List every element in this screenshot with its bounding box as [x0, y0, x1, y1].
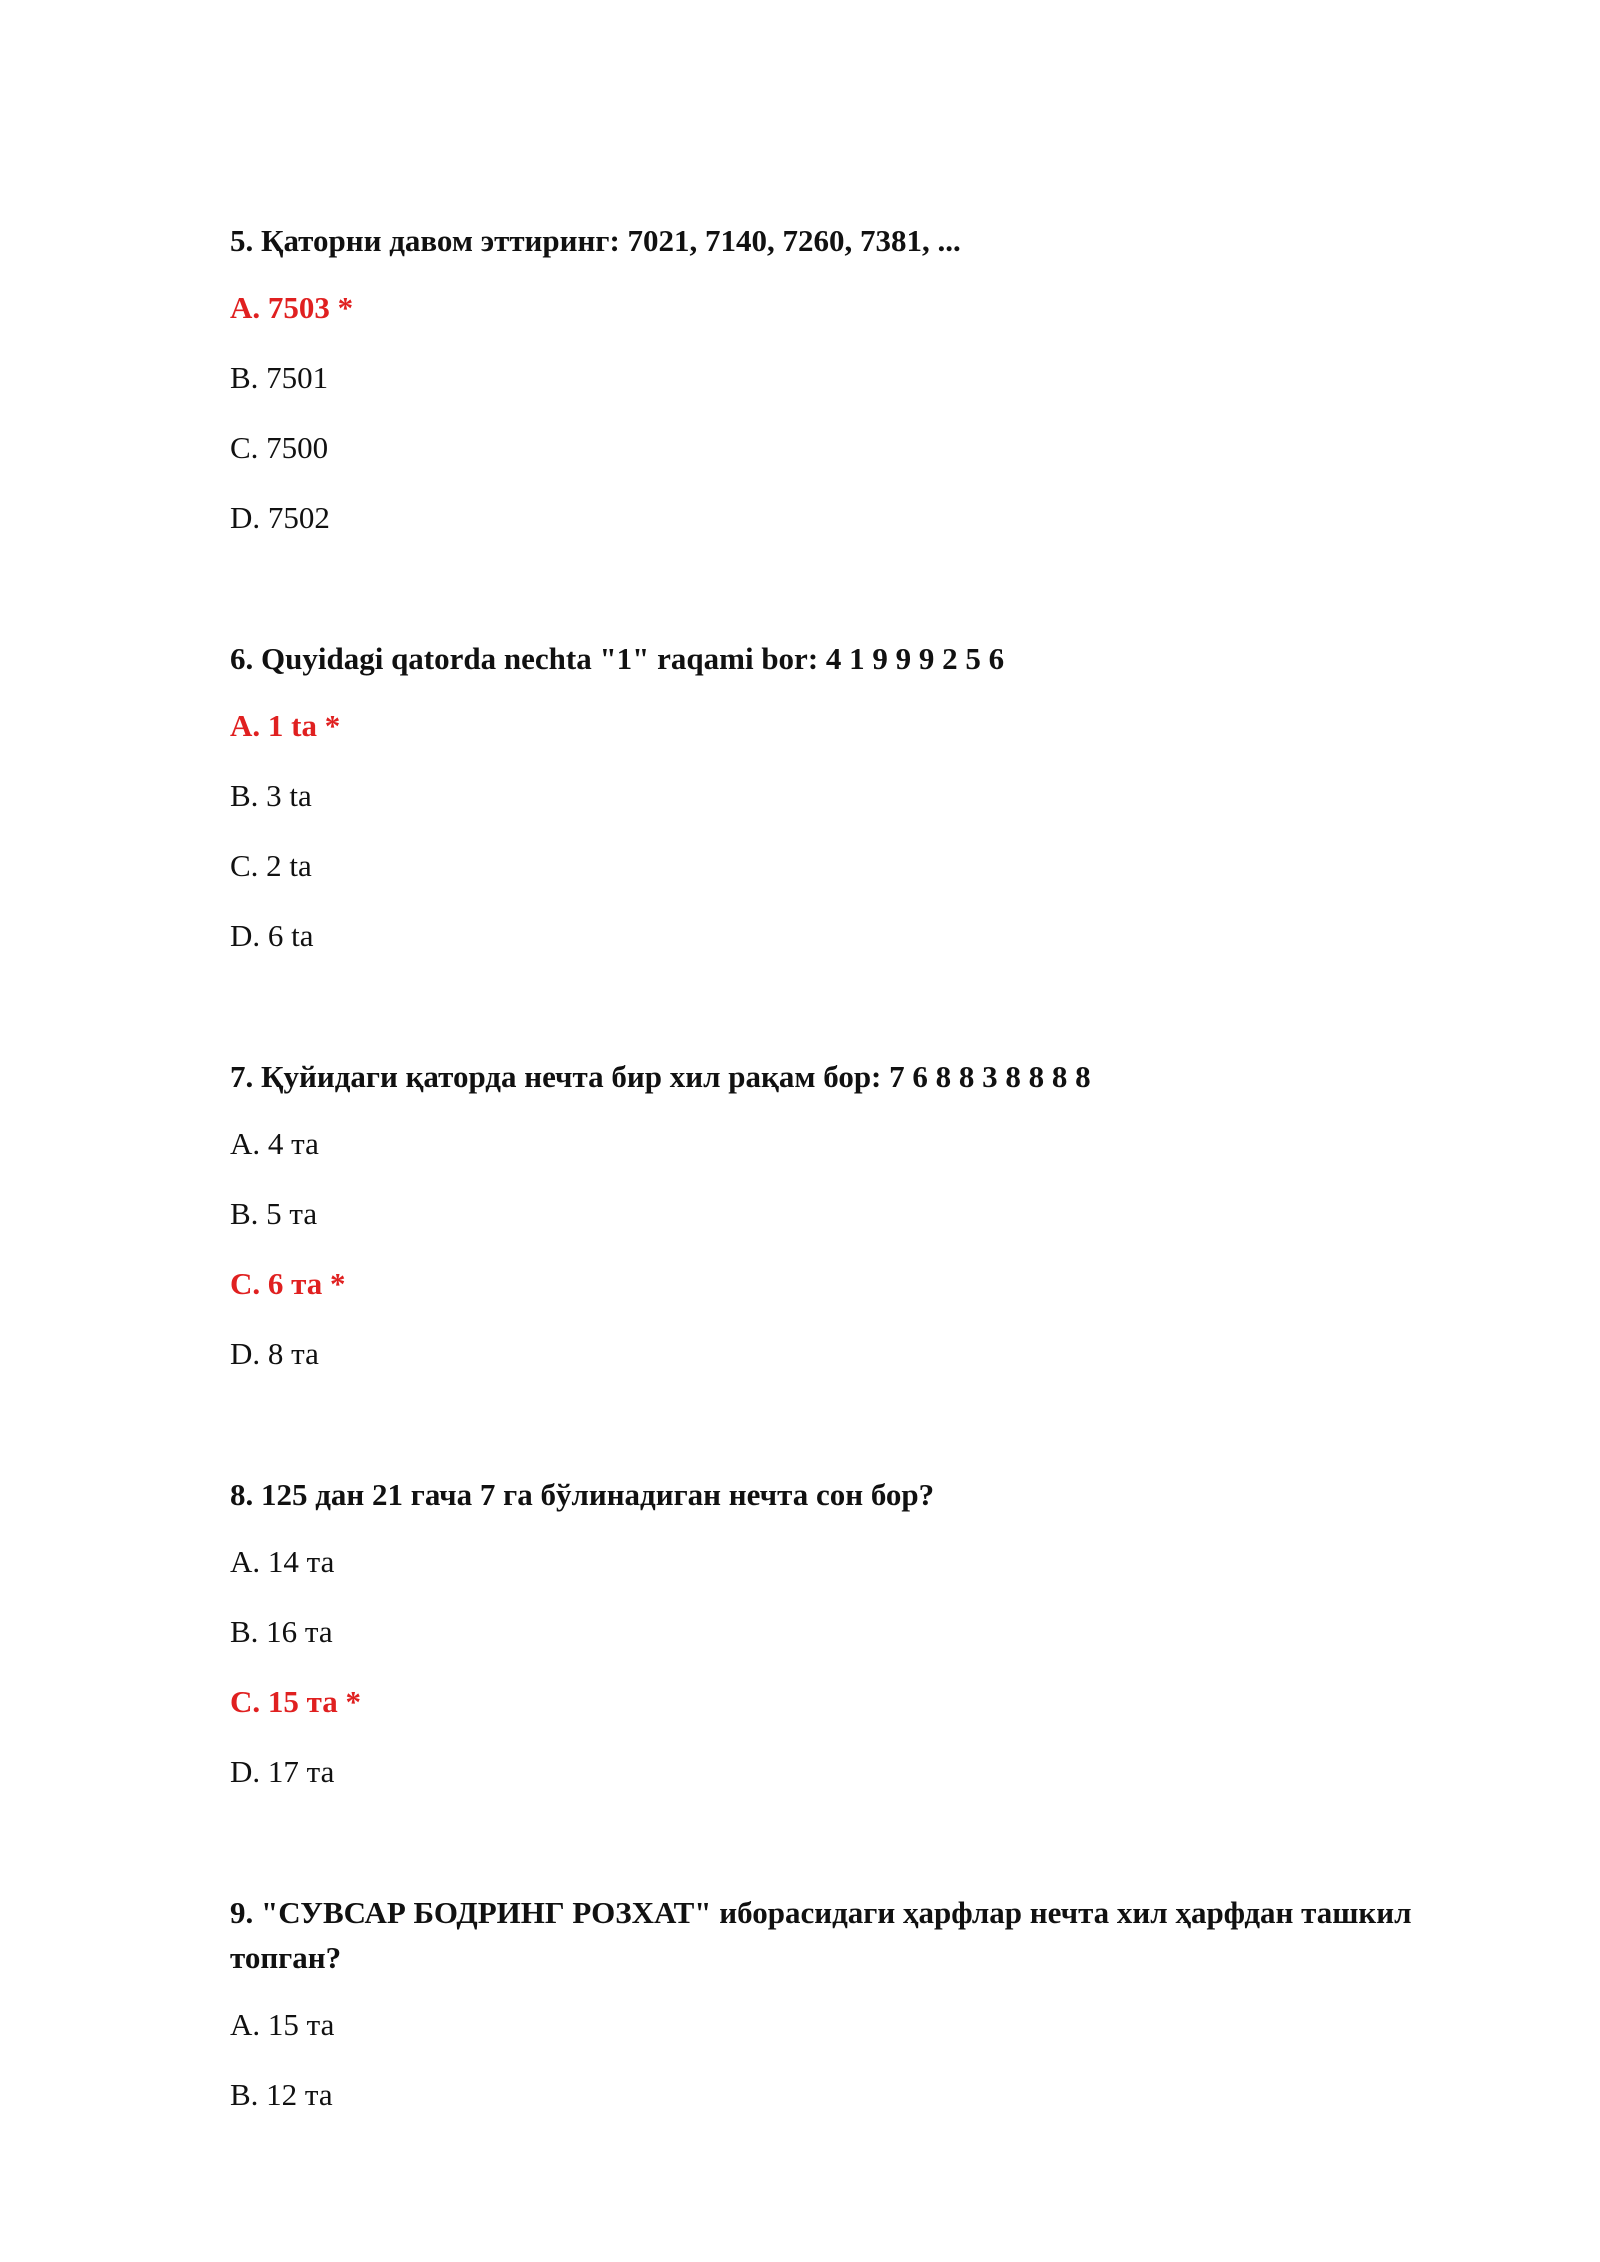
answer-option-d: D. 8 та: [230, 1336, 319, 1371]
answer-option-b: B. 3 ta: [230, 778, 312, 813]
question-8: [230, 1472, 1490, 1792]
answer-option-c: C. 6 та *: [230, 1266, 346, 1301]
answer-option-d: D. 17 та: [230, 1754, 335, 1789]
answer-option-a: A. 14 та: [230, 1544, 335, 1579]
question-text: 6. Quyidagi qatorda nechta "1" raqami bor: 4 1 9 9 9 2 5 6: [230, 641, 1005, 676]
answer-option-a: A. 15 та: [230, 2007, 335, 2042]
question-text: 9. "СУВСАР БОДРИНГ РОЗХАТ" иборасидаги ҳарфлар нечта хил ҳарфдан ташкил топган?: [230, 1895, 1412, 1975]
answer-option-c: C. 2 ta: [230, 848, 312, 883]
question-7: [230, 1054, 1490, 1374]
answer-options: [230, 288, 1490, 538]
answer-option-b: B. 12 та: [230, 2077, 333, 2112]
question-text: 5. Қаторни давом эттиринг: 7021, 7140, 7260, 7381, ...: [230, 223, 961, 258]
answer-option-b: B. 16 та: [230, 1614, 333, 1649]
answer-options: [230, 706, 1490, 956]
answer-option-a: A. 1 ta *: [230, 708, 341, 743]
answer-option-a: A. 7503 *: [230, 290, 354, 325]
answer-option-d: D. 6 ta: [230, 918, 314, 953]
answer-option-d: D. 7502: [230, 500, 330, 535]
question-text: 7. Қуйидаги қаторда нечта бир хил рақам бор: 7 6 8 8 3 8 8 8 8: [230, 1059, 1091, 1094]
answer-option-c: C. 7500: [230, 430, 329, 465]
answer-options: [230, 2005, 1490, 2115]
question-text: 8. 125 дан 21 гача 7 га бўлинадиган нечта сон бор?: [230, 1477, 935, 1512]
answer-option-c: C. 15 та *: [230, 1684, 361, 1719]
answer-options: [230, 1542, 1490, 1792]
question-5: [230, 218, 1490, 538]
answer-option-a: A. 4 та: [230, 1126, 319, 1161]
question-9: [230, 1890, 1490, 2115]
question-6: [230, 636, 1490, 956]
answer-option-b: B. 7501: [230, 360, 329, 395]
answer-options: [230, 1124, 1490, 1374]
answer-option-b: B. 5 та: [230, 1196, 318, 1231]
